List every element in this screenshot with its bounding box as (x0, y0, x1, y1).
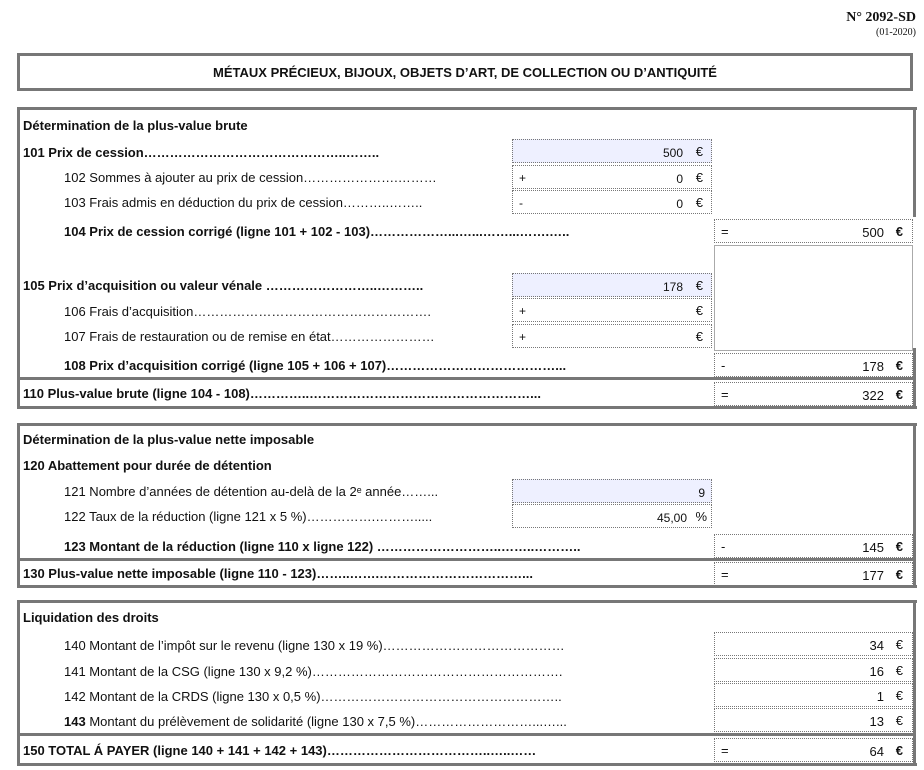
label-143 (64, 714, 567, 729)
value-121: 9 (698, 486, 705, 500)
value-103: 0 (676, 197, 683, 211)
unit-142: € (895, 688, 903, 703)
label-140: 140 Montant de l’impôt sur le revenu (ligne 130 x 19 %)…………………………………… (64, 638, 565, 653)
unit-104: € (895, 224, 903, 239)
total-123 (714, 534, 913, 558)
label-120: 120 Abattement pour durée de détention (23, 458, 272, 473)
total-110 (714, 382, 913, 406)
input-107[interactable] (512, 324, 712, 348)
input-105[interactable] (512, 273, 712, 297)
unit-141: € (895, 663, 903, 678)
text-143: Montant du prélèvement de solidarité (ligne 130 x 7,5 %)………………………...…... (85, 714, 567, 729)
value-142: 1 (876, 689, 884, 704)
sign-108: - (721, 358, 726, 373)
form-number-block (846, 10, 916, 38)
value-110: 322 (862, 388, 884, 403)
value-box-143 (714, 708, 913, 732)
unit-110: € (895, 387, 903, 402)
input-106[interactable] (512, 298, 712, 322)
value-105: 178 (662, 280, 683, 294)
sign-106: + (519, 304, 527, 318)
sign-150: = (721, 743, 729, 758)
label-130: 130 Plus-value nette imposable (ligne 110 - 123)……..…….……………………………... (23, 566, 534, 581)
unit-143: € (895, 713, 903, 728)
label-101: 101 Prix de cession………………………………………..…….. (23, 145, 380, 160)
input-122[interactable] (512, 504, 712, 528)
label-142: 142 Montant de la CRDS (ligne 130 x 0,5 %)……………………………………………….. (64, 689, 562, 704)
label-123: 123 Montant de la réduction (ligne 110 x ligne 122) ………………………..……..……….. (64, 539, 581, 554)
value-123: 145 (862, 540, 884, 555)
sign-130: = (721, 567, 729, 582)
label-103: 103 Frais admis en déduction du prix de cession………..…….. (64, 195, 423, 210)
value-box-142 (714, 683, 913, 707)
sign-104: = (721, 224, 729, 239)
total-150 (714, 738, 913, 762)
label-141: 141 Montant de la CSG (ligne 130 x 9,2 %)…………………………………………………. (64, 664, 563, 679)
form-number: N° 2092-SD (846, 10, 916, 25)
unit-103: € (695, 195, 703, 210)
total-104 (714, 219, 913, 243)
section-droits-header: Liquidation des droits (23, 610, 159, 625)
label-121: 121 Nombre d’années de détention au-delà de la 2ᵉ année……... (64, 484, 439, 499)
section-brute-header: Détermination de la plus-value brute (23, 118, 248, 133)
sign-103: - (519, 196, 523, 210)
form-title: MÉTAUX PRÉCIEUX, BIJOUX, OBJETS D’ART, DE COLLECTION OU D’ANTIQUITÉ (17, 53, 913, 91)
label-106: 106 Frais d’acquisition………………………………………………. (64, 304, 431, 319)
unit-123: € (895, 539, 903, 554)
separator-150 (17, 733, 916, 736)
unit-130: € (895, 567, 903, 582)
value-141: 16 (869, 664, 884, 679)
value-143: 13 (869, 714, 884, 729)
input-101[interactable] (512, 139, 712, 163)
frame-acq (714, 245, 913, 351)
sign-102: + (519, 171, 527, 185)
form-edition: (01-2020) (876, 27, 916, 38)
label-110: 110 Plus-value brute (ligne 104 - 108)…………..……………………………………………... (23, 386, 541, 401)
number-143: 143 (64, 714, 86, 729)
unit-106: € (695, 303, 703, 318)
sign-110: = (721, 387, 729, 402)
value-104: 500 (862, 225, 884, 240)
value-108: 178 (862, 359, 884, 374)
input-103[interactable] (512, 190, 712, 214)
unit-150: € (895, 743, 903, 758)
unit-107: € (695, 329, 703, 344)
value-122: 45,00 (656, 511, 687, 525)
unit-101: € (695, 144, 703, 159)
label-104: 104 Prix de cession corrigé (ligne 101 + 102 - 103)………………...…...……...…….….. (64, 224, 570, 239)
value-140: 34 (869, 638, 884, 653)
separator-110 (17, 377, 916, 380)
input-102[interactable] (512, 165, 712, 189)
total-130 (714, 562, 913, 586)
sign-123: - (721, 539, 726, 554)
unit-122: % (695, 509, 707, 524)
unit-105: € (695, 278, 703, 293)
label-107: 107 Frais de restauration ou de remise en état…………………… (64, 329, 435, 344)
unit-108: € (895, 358, 903, 373)
section-droits-right-border (913, 600, 916, 766)
label-150: 150 TOTAL Á PAYER (ligne 140 + 141 + 142 + 143)………………………………..…..…… (23, 743, 537, 758)
value-130: 177 (862, 568, 884, 583)
separator-130 (17, 558, 916, 561)
label-122: 122 Taux de la réduction (ligne 121 x 5 %)…………….………..... (64, 509, 433, 524)
value-150: 64 (869, 744, 884, 759)
section-nette-header: Détermination de la plus-value nette imposable (23, 432, 315, 447)
unit-140: € (895, 637, 903, 652)
section-nette-right-border (913, 423, 916, 588)
value-box-141 (714, 658, 913, 682)
sign-107: + (519, 330, 527, 344)
label-105: 105 Prix d’acquisition ou valeur vénale ……………………..……….. (23, 278, 424, 293)
input-121[interactable] (512, 479, 712, 503)
value-101: 500 (662, 146, 683, 160)
value-box-140 (714, 632, 913, 656)
total-108 (714, 353, 913, 377)
section-brute-right-border (913, 107, 916, 217)
value-102: 0 (676, 172, 683, 186)
label-108: 108 Prix d’acquisition corrigé (ligne 105 + 106 + 107)…………………………………... (64, 358, 567, 373)
unit-102: € (695, 170, 703, 185)
label-102: 102 Sommes à ajouter au prix de cession………………….……… (64, 170, 437, 185)
